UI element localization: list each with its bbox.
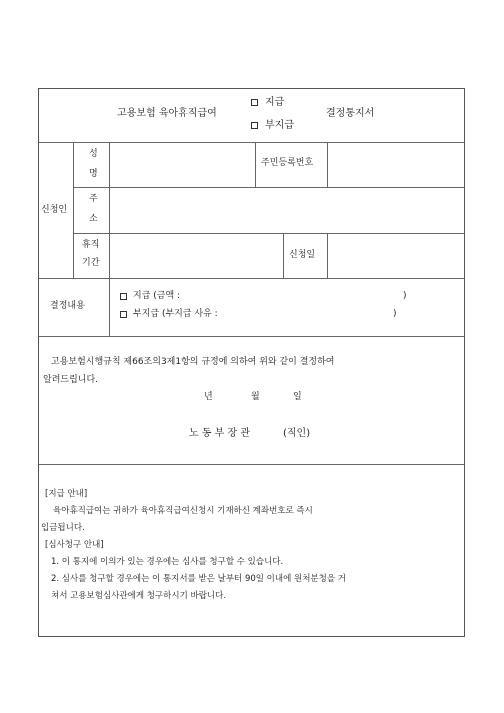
- col-divider: [109, 142, 110, 278]
- rrn-label: 주민등록번호: [261, 158, 314, 168]
- date-month: 월: [251, 392, 260, 402]
- date-day: 일: [293, 392, 302, 402]
- pay-guide-text-2: 입금됩니다.: [41, 523, 85, 533]
- row-divider: [39, 142, 464, 143]
- signer: 노 동 부 장 관: [189, 428, 251, 439]
- notice-line-2: 알려드립니다.: [43, 375, 99, 385]
- row-divider: [73, 233, 464, 234]
- review-guide-heading: [심사청구 안내]: [45, 540, 104, 550]
- checkbox-nopay[interactable]: [251, 122, 258, 129]
- name-label-1: 성: [89, 149, 98, 159]
- checkbox-pay[interactable]: [251, 99, 258, 106]
- decision-pay-line: 지급 (금액 :: [133, 291, 181, 301]
- name-label-2: 명: [89, 169, 98, 179]
- review-item-2a: 2. 심사를 청구할 경우에는 이 통지서를 받은 날부터 90일 이내에 원처분청을 거: [51, 574, 346, 584]
- col-divider: [255, 142, 256, 188]
- applicant-section-label: 신청인: [41, 205, 68, 215]
- col-divider: [283, 233, 284, 278]
- col-divider: [109, 278, 110, 336]
- leave-label-1: 휴직: [82, 240, 100, 250]
- address-label-2: 소: [89, 214, 98, 224]
- notice-line-1: 고용보험시행규칙 제66조의3제1항의 규정에 의하여 위와 같이 결정하여: [51, 357, 335, 367]
- title-option-nopay: 부지급: [265, 120, 294, 131]
- date-year: 년: [204, 392, 213, 402]
- row-divider: [73, 187, 464, 188]
- decision-notice-form: [38, 88, 465, 637]
- checkbox-decision-pay[interactable]: [120, 293, 127, 300]
- decision-nopay-close: ): [393, 309, 397, 319]
- title-option-pay: 지급: [265, 97, 285, 108]
- row-divider: [39, 336, 464, 337]
- pay-guide-heading: [지급 안내]: [45, 489, 88, 499]
- review-item-2b: 쳐서 고용보험심사관에게 청구하시기 바랍니다.: [51, 591, 227, 601]
- col-divider: [73, 142, 74, 278]
- decision-pay-close: ): [403, 291, 407, 301]
- pay-guide-text-1: 육아휴직급여는 귀하가 육아휴직급여신청시 기재하신 계좌번호로 즉시: [53, 506, 313, 516]
- row-divider: [39, 464, 464, 465]
- apply-date-label: 신청일: [289, 250, 316, 260]
- row-divider: [39, 278, 464, 279]
- address-label-1: 주: [89, 194, 98, 204]
- decision-label: 결정내용: [50, 301, 85, 311]
- checkbox-decision-nopay[interactable]: [120, 311, 127, 318]
- official-seal: (직인): [283, 428, 311, 439]
- title-left: 고용보험 육아휴직급여: [117, 108, 217, 119]
- leave-label-2: 기간: [82, 258, 100, 268]
- decision-nopay-line: 부지급 (부지급 사유 :: [133, 309, 218, 319]
- col-divider: [327, 233, 328, 278]
- review-item-1: 1. 이 통지에 이의가 있는 경우에는 심사를 청구할 수 있습니다.: [51, 557, 284, 567]
- col-divider: [327, 142, 328, 188]
- title-right: 결정통지서: [326, 108, 375, 119]
